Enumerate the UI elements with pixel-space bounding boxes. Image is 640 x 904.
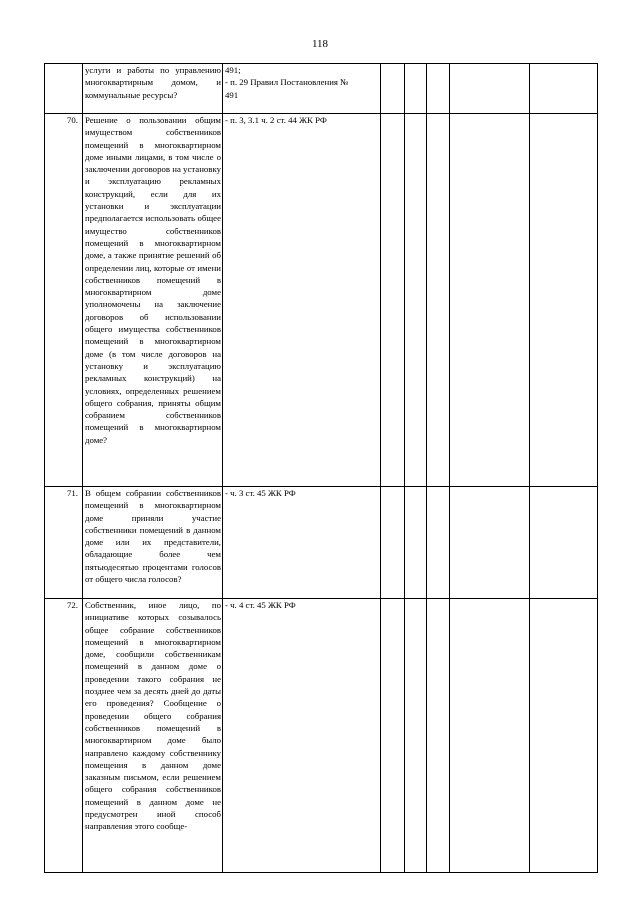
page-number: 118 <box>311 38 329 50</box>
legal-reference <box>223 114 381 487</box>
question-text: Решение о пользовании общим имуществом собственников помещений в многоквартирном доме иными лицами, в том числе о заключении договоров на установку и эксплуатацию рекламных конструкций, если для их установки и эксплуатации предполагается использовать общее имущество собственников помещений в многоквартирном доме, а также принятие решений об определении лиц, которые от имени собственников помещений в многоквартирном доме уполномочены на заключение договоров об использовании общего имущества собственников помещений в многоквартирном доме (в том числе договоров на установку и эксплуатацию рекламных конструкций) на условиях, определенных решением общего собрания, приняты общим собранием собственников помещений в многоквартирном доме? <box>83 114 223 487</box>
row-number: 70. <box>45 114 83 487</box>
table-row <box>45 487 598 599</box>
question-text: В общем собрании собственников помещений в многоквартирном доме приняли участие собственники помещений в данном доме или их представители, обладающие более чем пятьюдесятью процентами голосов от общего числа голосов? <box>83 487 223 599</box>
comment-cell[interactable] <box>450 64 530 114</box>
comment-cell[interactable] <box>450 487 530 599</box>
answer-yes-cell[interactable] <box>381 487 405 599</box>
answer-yes-cell[interactable] <box>381 599 405 873</box>
table-row <box>45 114 598 487</box>
note-cell[interactable] <box>530 599 598 873</box>
answer-na-cell[interactable] <box>427 599 450 873</box>
row-number: 72. <box>45 599 83 873</box>
row-number: 71. <box>45 487 83 599</box>
reference-line: - ч. 4 ст. 45 ЖК РФ <box>225 600 296 610</box>
answer-yes-cell[interactable] <box>381 114 405 487</box>
table-row <box>45 64 598 114</box>
answer-yes-cell[interactable] <box>381 64 405 114</box>
reference-line: - п. 3, 3.1 ч. 2 ст. 44 ЖК РФ <box>225 115 327 125</box>
legal-reference <box>223 599 381 873</box>
row-number <box>45 64 83 114</box>
answer-na-cell[interactable] <box>427 114 450 487</box>
answer-no-cell[interactable] <box>405 64 427 114</box>
reference-line: 491; <box>225 65 241 75</box>
answer-no-cell[interactable] <box>405 487 427 599</box>
legal-reference <box>223 64 381 114</box>
answer-na-cell[interactable] <box>427 64 450 114</box>
answer-na-cell[interactable] <box>427 487 450 599</box>
checklist-table <box>44 63 598 873</box>
table-row <box>45 599 598 873</box>
question-text: Собственник, иное лицо, по инициативе которых созывалось общее собрание собственников помещений в многоквартирном доме, сообщили собственникам помещений в данном доме о проведении такого собрания не позднее чем за десять дней до даты его проведения? Сообщение о проведении общего собрания собственников помещений в многоквартирном доме было направлено каждому собственнику помещения в данном доме заказным письмом, если решением общего собрания собственников помещений в данном доме не предусмотрен иной способ направления этого сообще- <box>83 599 223 873</box>
question-text: услуги и работы по управлению многоквартирным домом, и коммунальные ресурсы? <box>83 64 223 114</box>
comment-cell[interactable] <box>450 114 530 487</box>
note-cell[interactable] <box>530 487 598 599</box>
reference-line: - ч. 3 ст. 45 ЖК РФ <box>225 488 296 498</box>
comment-cell[interactable] <box>450 599 530 873</box>
reference-line: 491 <box>225 89 239 100</box>
reference-line: - п. 29 Правил Постановления № <box>225 77 349 88</box>
note-cell[interactable] <box>530 64 598 114</box>
answer-no-cell[interactable] <box>405 114 427 487</box>
legal-reference <box>223 487 381 599</box>
note-cell[interactable] <box>530 114 598 487</box>
answer-no-cell[interactable] <box>405 599 427 873</box>
